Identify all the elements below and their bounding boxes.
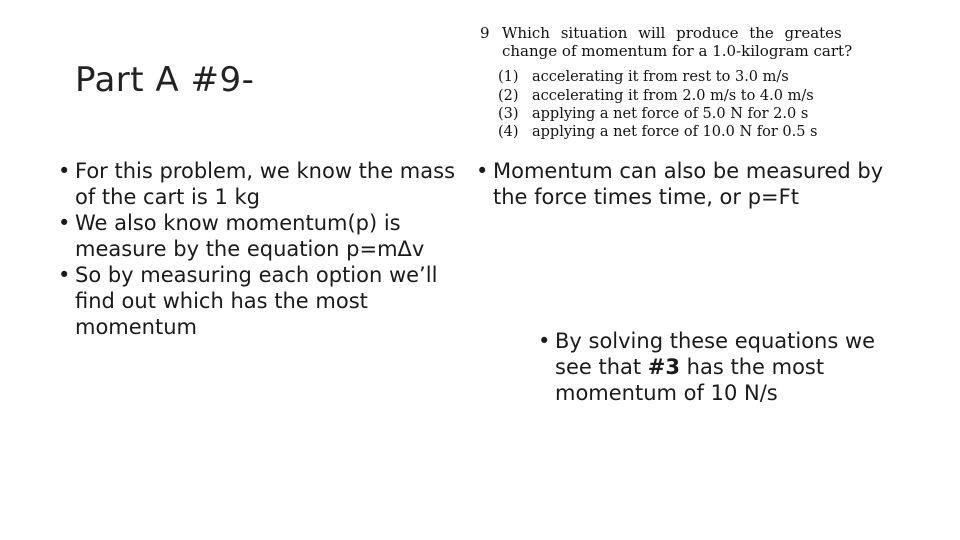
- bullet-item: • Momentum can also be measured by the force times time, or p=Ft: [476, 158, 896, 210]
- bullet-item: • So by measuring each option we’ll find out which has the most momentum: [58, 262, 473, 340]
- question-text-line-2: change of momentum for a 1.0-kilogram cart?: [502, 42, 853, 60]
- right-bullet-list-bottom: [538, 328, 878, 406]
- option-number: (3): [498, 106, 519, 122]
- question-number: 9: [480, 24, 490, 42]
- bullet-item: • For this problem, we know the mass of the cart is 1 kg: [58, 158, 473, 210]
- option-number: (4): [498, 124, 519, 140]
- conclusion-text-after: has the most momentum of 10 N/s: [555, 355, 825, 405]
- option-text: applying a net force of 10.0 N for 0.5 s: [532, 124, 818, 140]
- option-text: applying a net force of 5.0 N for 2.0 s: [532, 106, 809, 122]
- slide-title: Part A #9-: [75, 60, 255, 100]
- question-text-line-1: Which situation will produce the greates: [502, 24, 842, 42]
- answer-number: #3: [647, 355, 680, 379]
- bullet-item: • We also know momentum(p) is measure by the equation p=mΔv: [58, 210, 473, 262]
- question-image: [474, 20, 910, 146]
- option-text: accelerating it from rest to 3.0 m/s: [532, 69, 789, 85]
- right-bullet-list-top: [476, 158, 896, 210]
- conclusion-bullet: [538, 328, 878, 406]
- conclusion-text-before: By solving these equations we see that: [555, 329, 876, 379]
- option-number: (2): [498, 88, 519, 104]
- option-text: accelerating it from 2.0 m/s to 4.0 m/s: [532, 88, 814, 104]
- option-number: (1): [498, 69, 519, 85]
- left-bullet-list: [58, 158, 473, 340]
